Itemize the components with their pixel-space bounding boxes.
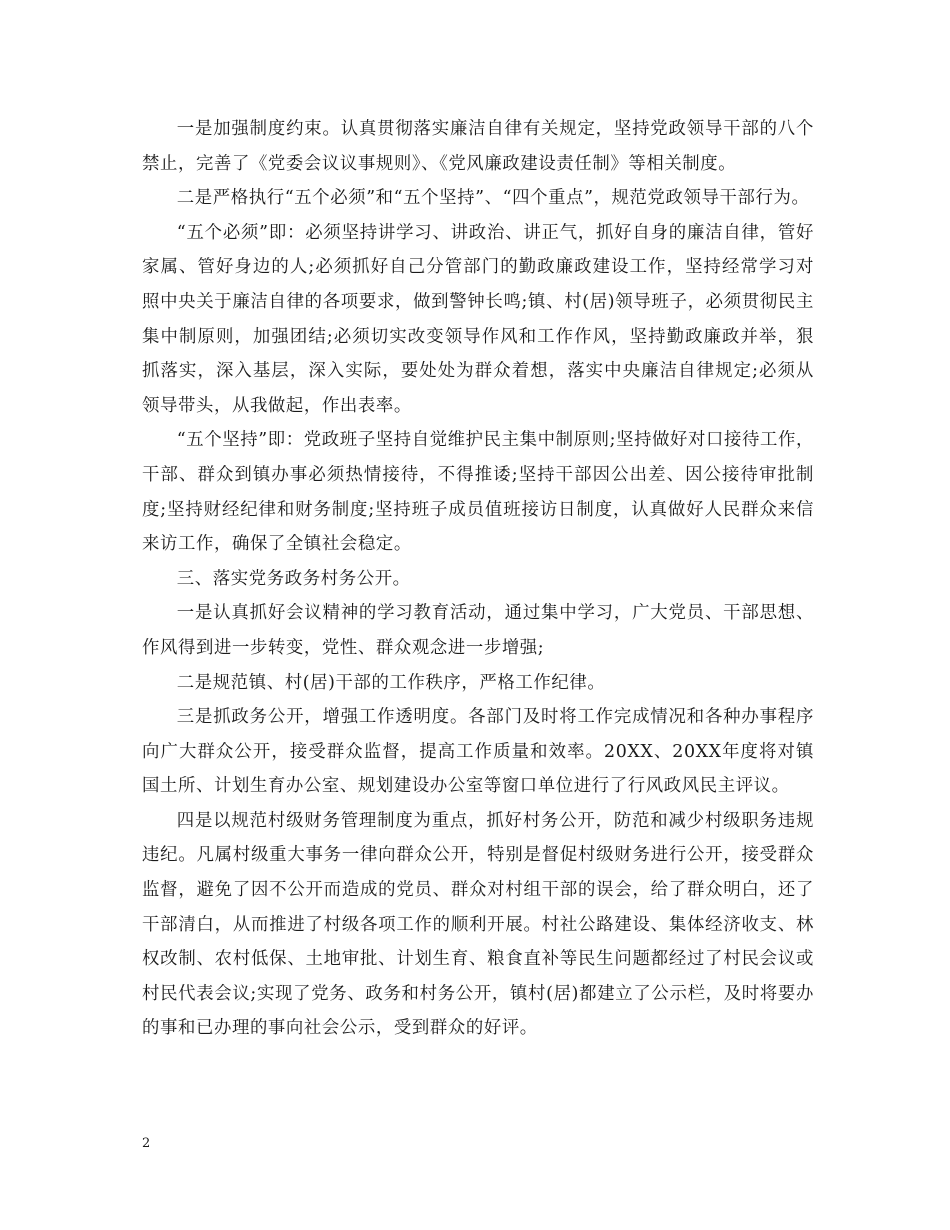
paragraph: “五个必须”即：必须坚持讲学习、讲政治、讲正气，抓好自身的廉洁自律，管好家属、管好身边的人;必须抓好自己分管部门的勤政廉政建设工作，坚持经常学习对照中央关于廉洁自律的各项要求，做到警钟长鸣;镇、村(居)领导班子，必须贯彻民主集中制原则，加强团结;必须切实改变领导作风和工作作风，坚持勤政廉政并举，狠抓落实，深入基层，深入实际，要处处为群众着想，落实中央廉洁自律规定;必须从领导带头，从我做起，作出表率。 [142, 222, 814, 416]
paragraph: 二是严格执行“五个必须”和“五个坚持”、“四个重点”，规范党政领导干部行为。 [176, 188, 810, 209]
page-number: 2 [142, 1136, 151, 1151]
paragraph: 一是加强制度约束。认真贯彻落实廉洁自律有关规定，坚持党政领导干部的八个禁止，完善了《党委会议议事规则》、《党风廉政建设责任制》等相关制度。 [142, 119, 814, 174]
paragraph: 四是以规范村级财务管理制度为重点，抓好村务公开，防范和减少村级职务违规违纪。凡属村级重大事务一律向群众公开，特别是督促村级财务进行公开，接受群众监督，避免了因不公开而造成的党员、群众对村组干部的误会，给了群众明白，还了干部清白，从而推进了村级各项工作的顺利开展。村社公路建设、集体经济收支、林权改制、农村低保、土地审批、计划生育、粮食直补等民生问题都经过了村民会议或村民代表会议;实现了党务、政务和村务公开，镇村(居)都建立了公示栏，及时将要办的事和已办理的事向社会公示，受到群众的好评。 [142, 810, 814, 1039]
paragraph: 二是规范镇、村(居)干部的工作秩序，严格工作纪律。 [176, 672, 606, 693]
section-heading: 三、落实党务政务村务公开。 [176, 568, 411, 589]
paragraph: 三是抓政务公开，增强工作透明度。各部门及时将工作完成情况和各种办事程序向广大群众公开，接受群众监督，提高工作质量和效率。20XX、20XX年度将对镇国土所、计划生育办公室、规划建设办公室等窗口单位进行了行风政风民主评议。 [142, 707, 814, 797]
document-body [142, 112, 814, 1046]
paragraph: “五个坚持”即：党政班子坚持自觉维护民主集中制原则;坚持做好对口接待工作，干部、群众到镇办事必须热情接待，不得推诿;坚持干部因公出差、因公接待审批制度;坚持财经纪律和财务制度;坚持班子成员值班接访日制度，认真做好人民群众来信来访工作，确保了全镇社会稳定。 [142, 430, 814, 555]
paragraph: 一是认真抓好会议精神的学习教育活动，通过集中学习，广大党员、干部思想、作风得到进一步转变，党性、群众观念进一步增强; [142, 603, 814, 658]
